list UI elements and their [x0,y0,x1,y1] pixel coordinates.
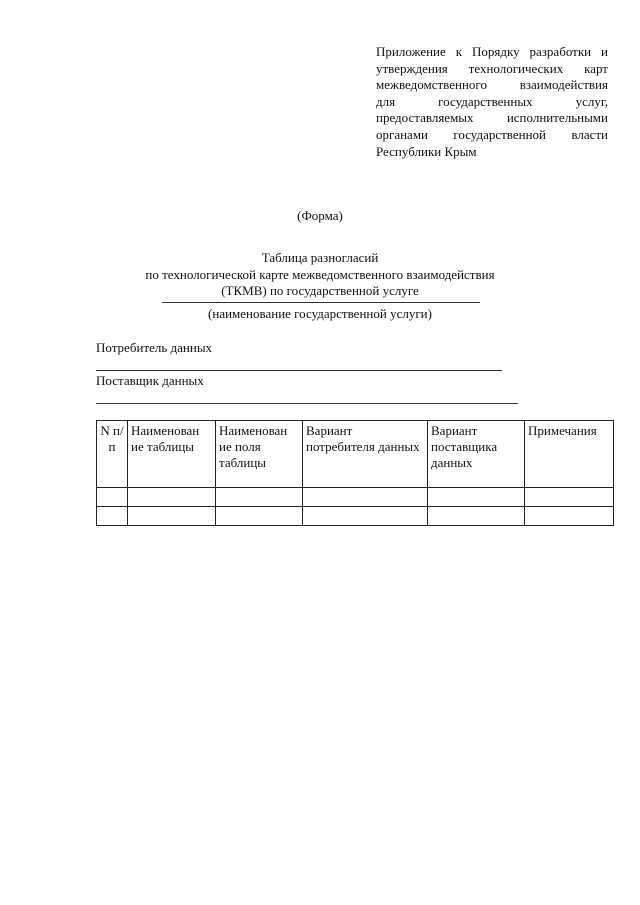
table-header-row [97,421,614,488]
title-line: (ТКМВ) по государственной услуге [221,283,419,299]
form-label: (Форма) [297,208,343,223]
appendix-line: межведомственного взаимодействия [376,77,608,93]
supplier-label: Поставщик данных [96,373,204,388]
table-cell [428,488,525,507]
discrepancy-table [96,420,614,526]
table-cell [303,488,428,507]
table-cell [303,507,428,526]
table-cell [525,488,614,507]
table-cell [216,507,303,526]
table-cell [97,507,128,526]
table-cell [128,507,216,526]
column-header: Наименован ие поля таблицы [216,421,303,488]
consumer-label: Потребитель данных [96,340,213,355]
column-header: N п/п [97,421,128,488]
column-header: Вариант потребителя данных [303,421,428,488]
table-cell [216,488,303,507]
table-cell [128,488,216,507]
table-cell [428,507,525,526]
appendix-note [376,44,608,160]
consumer-line [96,370,502,371]
column-header: Наименован ие таблицы [128,421,216,488]
appendix-line: органами государственной власти [376,126,608,142]
table-cell [525,507,614,526]
column-header: Вариант поставщика данных [428,421,525,488]
appendix-line: Республики Крым [376,143,477,159]
appendix-line: утверждения технологических карт [376,60,608,76]
appendix-line: Приложение к Порядку разработки и [376,44,608,59]
table-row [97,488,614,507]
appendix-line: предоставляемых исполнительными [376,110,608,126]
service-name-line [162,302,480,303]
title-line: по технологической карте межведомственного взаимодействия [145,266,495,282]
appendix-line: для государственных услуг, [376,93,608,109]
title-line: Таблица разногласий [261,250,379,265]
document-title [0,250,640,300]
table-cell [97,488,128,507]
column-header: Примечания [525,421,614,488]
table-row [97,507,614,526]
service-caption: (наименование государственной услуги) [208,306,432,321]
supplier-line [96,403,518,404]
